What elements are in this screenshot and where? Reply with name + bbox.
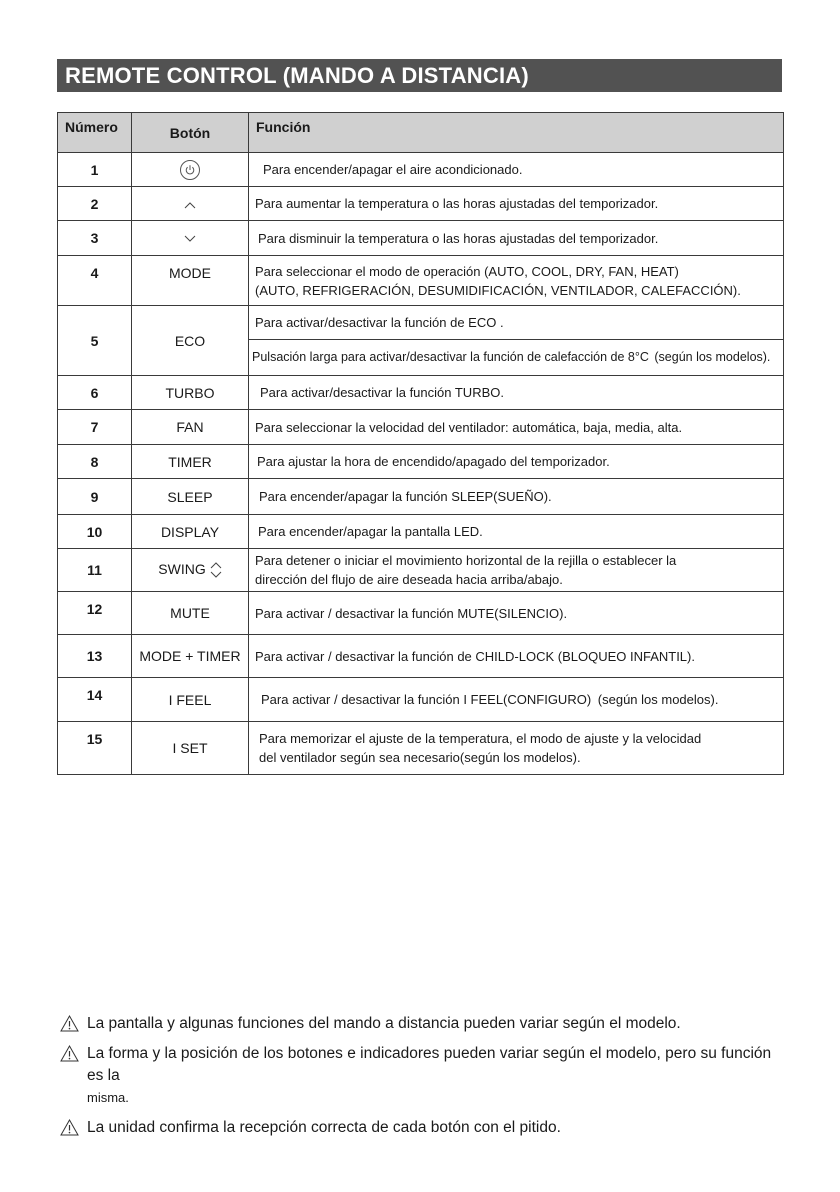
function-cell: Para ajustar la hora de encendido/apagado del temporizador. (249, 445, 784, 479)
row-number: 11 (58, 549, 132, 592)
row-number: 8 (58, 445, 132, 479)
row-number: 4 (58, 256, 132, 306)
note-item: La forma y la posición de los botones e indicadores pueden variar según el modelo, pero su función es la misma. (60, 1043, 785, 1109)
button-label: SLEEP (132, 479, 249, 515)
row-number: 9 (58, 479, 132, 515)
row-number: 15 (58, 722, 132, 775)
header-funcion: Función (249, 113, 784, 153)
header-boton: Botón (132, 113, 249, 153)
button-label: MODE + TIMER (132, 635, 249, 678)
button-cell (132, 221, 249, 256)
table-row (58, 549, 784, 592)
table-header-row (58, 113, 784, 153)
warning-icon (60, 1015, 79, 1032)
table-row (58, 221, 784, 256)
table-row (58, 479, 784, 515)
table-row (58, 153, 784, 187)
button-label: ECO (132, 306, 249, 376)
function-cell: Pulsación larga para activar/desactivar la función de calefacción de 8°C (según los modelos). (249, 340, 784, 376)
table-row (58, 635, 784, 678)
button-cell (132, 549, 249, 592)
note-item: La unidad confirma la recepción correcta de cada botón con el pitido. (60, 1117, 785, 1139)
button-label: SWING (158, 560, 206, 577)
button-function-table (57, 112, 784, 775)
function-cell: Para activar / desactivar la función de CHILD-LOCK (BLOQUEO INFANTIL). (249, 635, 784, 678)
chevron-down-icon (184, 235, 196, 243)
button-cell (132, 187, 249, 221)
function-cell: Para encender/apagar la pantalla LED. (249, 515, 784, 549)
function-cell: Para seleccionar el modo de operación (AUTO, COOL, DRY, FAN, HEAT) (AUTO, REFRIGERACIÓN, DESUMIDIFICACIÓN, VENTILADOR, CALEFACCIÓN). (249, 256, 784, 306)
table-row (58, 187, 784, 221)
function-cell: Para disminuir la temperatura o las horas ajustadas del temporizador. (249, 221, 784, 256)
button-cell (132, 153, 249, 187)
table-row (58, 410, 784, 445)
table-row (58, 445, 784, 479)
table-row (58, 306, 784, 340)
button-label: DISPLAY (132, 515, 249, 549)
row-number: 13 (58, 635, 132, 678)
button-label: I FEEL (132, 678, 249, 722)
warning-icon (60, 1119, 79, 1136)
table-row (58, 592, 784, 635)
button-label: FAN (132, 410, 249, 445)
header-numero: Número (58, 113, 132, 153)
function-cell: Para activar / desactivar la función I FEEL(CONFIGURO) (según los modelos). (249, 678, 784, 722)
page-title: REMOTE CONTROL (MANDO A DISTANCIA) (57, 59, 782, 92)
row-number: 7 (58, 410, 132, 445)
button-label: TIMER (132, 445, 249, 479)
function-cell: Para activar / desactivar la función MUTE(SILENCIO). (249, 592, 784, 635)
button-label: TURBO (132, 376, 249, 410)
row-number: 3 (58, 221, 132, 256)
table-row (58, 515, 784, 549)
function-cell: Para aumentar la temperatura o las horas ajustadas del temporizador. (249, 187, 784, 221)
button-label: I SET (132, 722, 249, 775)
table-row (58, 376, 784, 410)
power-icon (180, 160, 200, 180)
function-cell: Para encender/apagar el aire acondicionado. (249, 153, 784, 187)
row-number: 1 (58, 153, 132, 187)
row-number: 14 (58, 678, 132, 722)
row-number: 12 (58, 592, 132, 635)
button-label: MODE (132, 256, 249, 306)
warning-icon (60, 1045, 79, 1062)
row-number: 5 (58, 306, 132, 376)
row-number: 10 (58, 515, 132, 549)
notes-section (60, 1013, 785, 1147)
note-item: La pantalla y algunas funciones del mando a distancia pueden variar según el modelo. (60, 1013, 785, 1035)
function-cell: Para activar/desactivar la función de ECO . (249, 306, 784, 340)
function-cell: Para activar/desactivar la función TURBO. (249, 376, 784, 410)
table-row (58, 722, 784, 775)
row-number: 2 (58, 187, 132, 221)
row-number: 6 (58, 376, 132, 410)
function-cell: Para memorizar el ajuste de la temperatura, el modo de ajuste y la velocidad del ventilador según sea necesario(según los modelos). (249, 722, 784, 775)
function-cell: Para detener o iniciar el movimiento horizontal de la rejilla o establecer la dirección del flujo de aire deseada hacia arriba/abajo. (249, 549, 784, 592)
function-cell: Para encender/apagar la función SLEEP(SUEÑO). (249, 479, 784, 515)
chevron-up-icon (184, 201, 196, 209)
function-cell: Para seleccionar la velocidad del ventilador: automática, baja, media, alta. (249, 410, 784, 445)
button-label: MUTE (132, 592, 249, 635)
table-row (58, 678, 784, 722)
table-row (58, 256, 784, 306)
swing-arrows-icon (210, 561, 222, 579)
